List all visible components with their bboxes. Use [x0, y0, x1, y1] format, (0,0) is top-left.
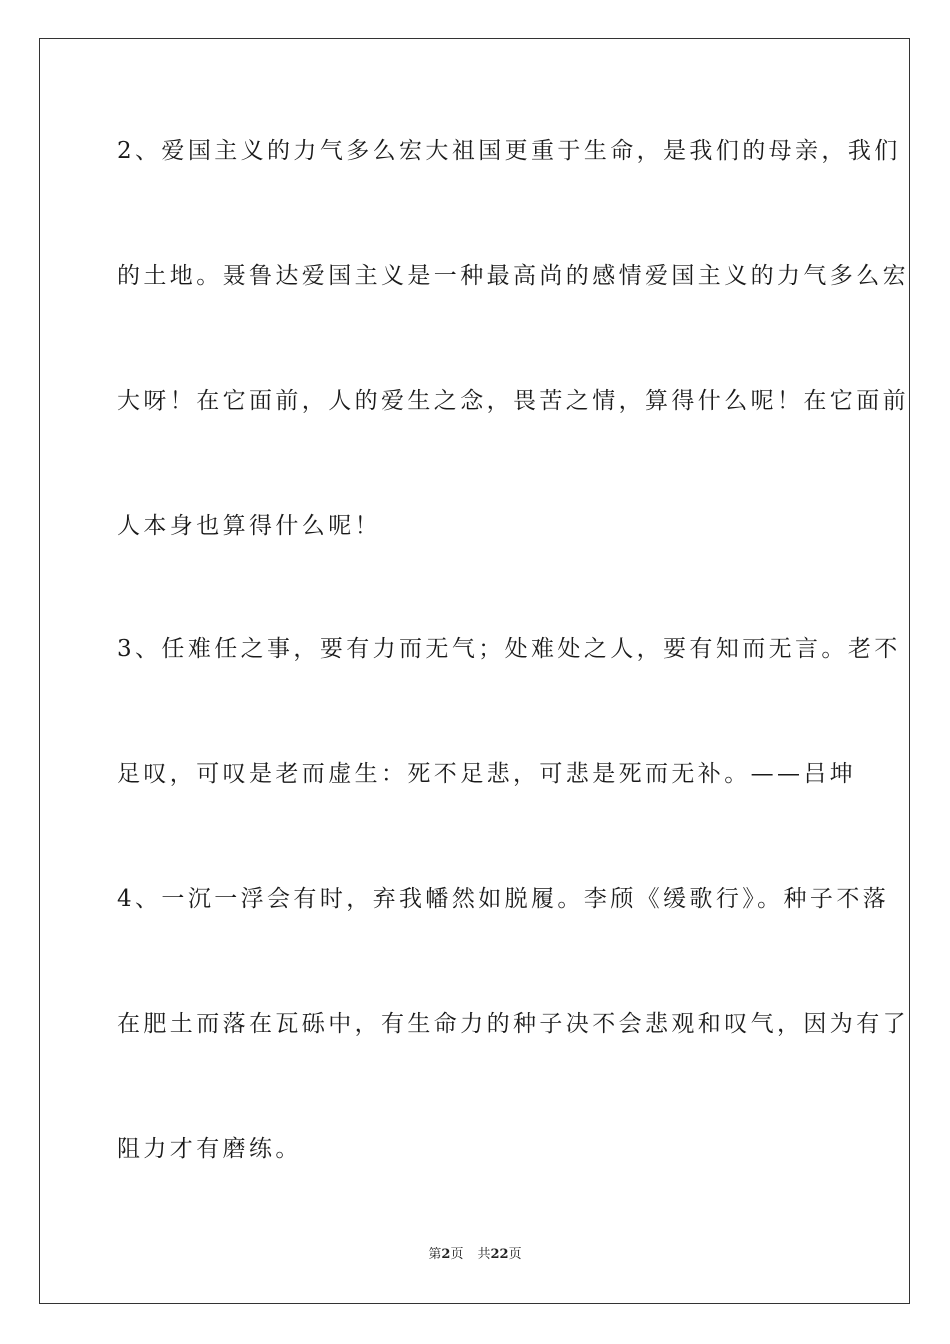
- page-footer: [0, 1247, 950, 1263]
- text-line: 2、爱国主义的力气多么宏大祖国更重于生命，是我们的母亲，我们: [117, 138, 901, 164]
- text-line: 阻力才有磨练。: [117, 1136, 302, 1162]
- page-prefix: 第: [428, 1247, 442, 1262]
- total-suffix: 页: [508, 1247, 522, 1262]
- text-line: 4、一沉一浮会有时，弃我幡然如脱履。李颀《缓歌行》。种子不落: [117, 886, 890, 912]
- page-border: [39, 38, 910, 1304]
- total-pages: 22: [490, 1247, 509, 1262]
- text-line: 大呀！在它面前，人的爱生之念，畏苦之情，算得什么呢！在它面前: [117, 388, 909, 414]
- text-line: 人本身也算得什么呢！: [117, 513, 381, 539]
- text-line: 足叹，可叹是老而虚生：死不足悲，可悲是死而无补。——吕坤: [117, 761, 857, 787]
- text-line: 3、任难任之事，要有力而无气；处难处之人，要有知而无言。老不: [117, 636, 901, 662]
- text-line: 的土地。聂鲁达爱国主义是一种最高尚的感情爱国主义的力气多么宏: [117, 263, 909, 289]
- text-line: 在肥土而落在瓦砾中，有生命力的种子决不会悲观和叹气，因为有了: [117, 1011, 909, 1037]
- page-suffix: 页: [450, 1247, 464, 1262]
- total-prefix: 共: [477, 1247, 491, 1262]
- page-number: 2: [441, 1247, 451, 1262]
